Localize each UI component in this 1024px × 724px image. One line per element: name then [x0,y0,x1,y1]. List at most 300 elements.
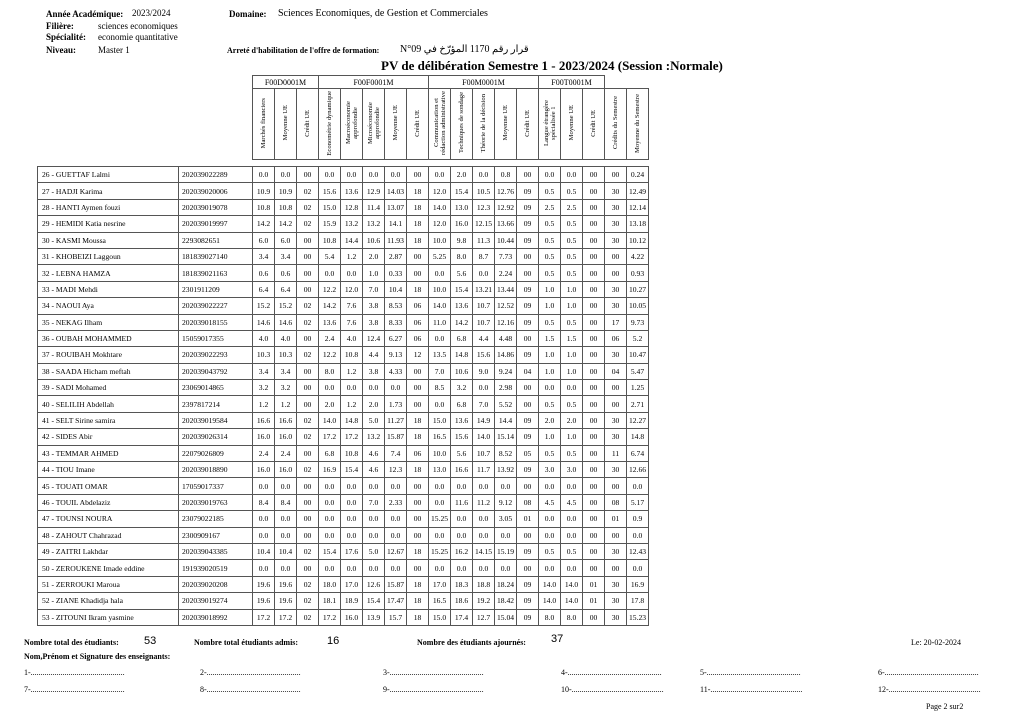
grade-cell: 0.0 [341,527,363,543]
grade-cell: 00 [297,232,319,248]
table-row [38,298,649,314]
grade-cell: 0.0 [539,527,561,543]
grade-cell: 08 [517,494,539,510]
grade-cell: 00 [407,511,429,527]
grade-cell: 0.5 [561,445,583,461]
grade-cell: 17.6 [341,543,363,559]
grade-cell: 00 [407,167,429,183]
grade-cell: 4.0 [253,330,275,346]
grade-cell: 15.19 [495,543,517,559]
grade-cell: 1.2 [341,248,363,264]
grade-cell: 14.0 [539,576,561,592]
grade-cell: 0.0 [275,560,297,576]
grade-cell: 00 [605,248,627,264]
grade-cell: 13.66 [495,216,517,232]
student-id: 23079022185 [179,511,253,527]
grade-cell: 02 [297,412,319,428]
table-row [38,281,649,297]
signature-line: 3-............................................... [383,668,484,677]
grade-cell: 13.21 [473,281,495,297]
grade-cell: 30 [605,216,627,232]
grade-cell: 4.5 [561,494,583,510]
grade-cell: 15.9 [319,216,341,232]
grade-cell: 00 [583,347,605,363]
grade-cell: 3.8 [363,314,385,330]
grade-cell: 00 [583,232,605,248]
grade-cell: 10.4 [275,543,297,559]
grade-cell: 2.24 [495,265,517,281]
student-name: 47 - TOUNSI NOURA [38,511,179,527]
signature-line: 2-............................................... [200,668,301,677]
grade-cell: 0.0 [363,380,385,396]
grade-cell: 12.0 [429,183,451,199]
grade-cell: 0.0 [385,560,407,576]
grade-cell: 30 [605,199,627,215]
grade-cell: 00 [583,167,605,183]
student-name: 40 - SELILIH Abdellah [38,396,179,412]
table-row [38,216,649,232]
grade-cell: 15.4 [341,462,363,478]
grade-cell: 0.0 [473,380,495,396]
grade-cell: 0.0 [561,560,583,576]
grade-cell: 30 [605,543,627,559]
grade-cell: 00 [297,248,319,264]
grade-cell: 2.33 [385,494,407,510]
grade-cell: 0.0 [627,560,649,576]
grade-cell: 0.5 [539,543,561,559]
student-id: 202039022227 [179,298,253,314]
grade-cell: 0.0 [561,511,583,527]
grade-cell: 00 [583,609,605,625]
grade-cell: 0.0 [363,560,385,576]
grade-cell: 10.9 [253,183,275,199]
failed-label: Nombre des étudiants ajournés: [417,638,526,647]
grade-cell: 09 [517,593,539,609]
grade-cell: 30 [605,281,627,297]
grade-cell: 11.6 [451,494,473,510]
grade-cell: 8.0 [451,248,473,264]
student-name: 52 - ZIANE Khadidja hala [38,593,179,609]
grade-cell: 30 [605,593,627,609]
grade-cell: 00 [583,511,605,527]
grade-cell: 19.6 [275,576,297,592]
signature-line: 1-............................................... [24,668,125,677]
student-id: 202039019274 [179,593,253,609]
grade-cell: 00 [583,265,605,281]
grade-cell: 1.0 [561,347,583,363]
grade-cell: 02 [297,347,319,363]
grade-cell: 00 [297,281,319,297]
arrete-value: N°09 قرار رقم 1170 المؤرّخ في [400,44,529,55]
grade-cell: 30 [605,412,627,428]
grade-cell: 0.0 [275,478,297,494]
grade-cell: 15.6 [451,429,473,445]
column-header: Crédit UE [517,89,539,160]
grade-cell: 00 [583,478,605,494]
grade-cell: 30 [605,429,627,445]
grade-cell: 0.0 [319,527,341,543]
grade-cell: 00 [407,494,429,510]
grade-cell: 02 [297,199,319,215]
grade-cell: 13.07 [385,199,407,215]
student-id: 202039043792 [179,363,253,379]
grade-cell: 10.7 [473,314,495,330]
grade-cell: 15.04 [495,609,517,625]
grade-cell: 00 [297,445,319,461]
grade-cell: 0.0 [363,511,385,527]
student-id: 2300909167 [179,527,253,543]
student-name: 37 - ROUIBAH Mokhtare [38,347,179,363]
grade-cell: 09 [517,314,539,330]
grade-cell: 13.2 [363,429,385,445]
grade-cell: 10.3 [275,347,297,363]
grade-cell: 12.6 [363,576,385,592]
grade-cell: 7.6 [341,314,363,330]
student-name: 50 - ZEROUKENE Imade eddine [38,560,179,576]
student-id: 181839021163 [179,265,253,281]
table-row [38,330,649,346]
grade-cell: 14.8 [627,429,649,445]
grade-cell: 18.6 [451,593,473,609]
grade-cell: 7.4 [385,445,407,461]
table-row [38,511,649,527]
grade-cell: 2.0 [561,412,583,428]
grade-cell: 0.0 [341,380,363,396]
grade-cell: 18 [407,609,429,625]
grade-cell: 0.0 [275,511,297,527]
grade-cell: 4.48 [495,330,517,346]
student-id: 22079026809 [179,445,253,461]
grade-cell: 18 [407,576,429,592]
column-header: Moyenne du Semestre [627,89,649,160]
grade-cell: 0.0 [561,527,583,543]
grade-cell: 00 [297,380,319,396]
grade-cell: 0.0 [363,478,385,494]
grade-cell: 0.0 [253,511,275,527]
student-id: 202039019763 [179,494,253,510]
grade-cell: 09 [517,183,539,199]
student-name: 51 - ZERROUKI Maroua [38,576,179,592]
grade-cell: 00 [407,560,429,576]
grade-cell: 0.0 [319,494,341,510]
student-id: 202039019997 [179,216,253,232]
grade-cell: 8.0 [561,609,583,625]
grade-cell: 15.2 [253,298,275,314]
grade-cell: 0.0 [385,167,407,183]
grade-cell: 11.0 [429,314,451,330]
student-name: 36 - OUBAH MOHAMMED [38,330,179,346]
student-id: 2301911209 [179,281,253,297]
grade-cell: 0.93 [627,265,649,281]
grade-cell: 18 [407,412,429,428]
grade-cell: 10.6 [363,232,385,248]
grade-cell: 2.0 [363,248,385,264]
grade-cell: 0.5 [561,183,583,199]
grade-cell: 15.23 [627,609,649,625]
grade-cell: 10.0 [429,281,451,297]
grade-cell: 15.4 [319,543,341,559]
grade-cell: 17.0 [429,576,451,592]
grade-cell: 0.0 [319,167,341,183]
specialite-label: Spécialité: [46,32,86,42]
grade-cell: 0.0 [539,560,561,576]
column-header-row [38,89,649,160]
table-row [38,478,649,494]
grade-cell: 00 [297,560,319,576]
grade-cell: 18.42 [495,593,517,609]
table-row [38,593,649,609]
grade-cell: 1.5 [561,330,583,346]
grade-cell: 00 [297,511,319,527]
grade-cell: 2.0 [539,412,561,428]
grade-cell: 0.0 [429,265,451,281]
grade-cell: 01 [517,511,539,527]
grade-cell: 0.0 [473,265,495,281]
grade-cell: 5.2 [627,330,649,346]
annee-value: 2023/2024 [132,8,171,18]
grade-cell: 1.2 [253,396,275,412]
grade-cell: 02 [297,314,319,330]
grade-cell: 00 [517,396,539,412]
grade-cell: 18.9 [341,593,363,609]
grade-cell: 17.2 [319,609,341,625]
grade-cell: 5.0 [363,543,385,559]
grade-cell: 06 [407,314,429,330]
grade-cell: 00 [605,560,627,576]
grade-cell: 3.0 [561,462,583,478]
grade-cell: 6.0 [275,232,297,248]
grade-cell: 0.0 [275,527,297,543]
student-id: 202039019584 [179,412,253,428]
grade-cell: 09 [517,216,539,232]
table-row [38,462,649,478]
grade-cell: 0.0 [429,478,451,494]
grade-cell: 06 [407,298,429,314]
grade-cell: 0.0 [473,560,495,576]
table-row [38,429,649,445]
grade-cell: 13.6 [319,314,341,330]
grade-cell: 6.8 [319,445,341,461]
student-id: 202039022293 [179,347,253,363]
grade-cell: 7.0 [429,363,451,379]
grade-cell: 12.92 [495,199,517,215]
grade-cell: 00 [583,462,605,478]
grade-cell: 14.2 [319,298,341,314]
grade-cell: 3.8 [363,298,385,314]
grade-cell: 02 [297,216,319,232]
grade-cell: 0.0 [385,380,407,396]
grade-cell: 15.87 [385,576,407,592]
column-header: Macroéconomie approfondie [341,89,363,160]
grade-cell: 14.03 [385,183,407,199]
column-header: Moyenne UE [385,89,407,160]
grade-cell: 0.0 [429,396,451,412]
grade-cell: 4.6 [363,462,385,478]
grade-cell: 12.27 [627,412,649,428]
grade-cell: 00 [583,429,605,445]
grade-cell: 14.2 [451,314,473,330]
table-row [38,380,649,396]
grade-cell: 14.2 [253,216,275,232]
grade-cell: 13.0 [451,199,473,215]
grade-cell: 09 [517,462,539,478]
grade-cell: 12.52 [495,298,517,314]
grade-cell: 00 [605,478,627,494]
grade-cell: 0.0 [319,380,341,396]
student-name: 44 - TIOU Imane [38,462,179,478]
arrete-label: Arreté d'habilitation de l'offre de formation: [227,46,380,55]
page-number: Page 2 sur2 [926,702,964,711]
grade-cell: 10.7 [473,298,495,314]
signature-line: 7-............................................... [24,685,125,694]
grade-cell: 5.52 [495,396,517,412]
grade-cell: 0.5 [561,216,583,232]
grade-cell: 17.47 [385,593,407,609]
grade-cell: 2.0 [363,396,385,412]
student-id: 202039020006 [179,183,253,199]
grade-cell: 04 [605,363,627,379]
grade-cell: 00 [583,543,605,559]
grade-cell: 2.0 [319,396,341,412]
grade-cell: 8.53 [385,298,407,314]
grade-cell: 11.3 [473,232,495,248]
grade-cell: 0.33 [385,265,407,281]
grade-cell: 12.9 [363,183,385,199]
student-id: 23069014865 [179,380,253,396]
column-header: Langue étrangère spécialisée 1 [539,89,561,160]
grade-cell: 02 [297,462,319,478]
grade-cell: 9.12 [495,494,517,510]
signature-line: 9-............................................... [383,685,484,694]
failed-value: 37 [551,633,564,645]
signature-line: 6-............................................... [878,668,979,677]
grade-cell: 00 [605,265,627,281]
grade-cell: 1.0 [561,363,583,379]
grade-cell: 3.4 [275,363,297,379]
grade-cell: 12.66 [627,462,649,478]
student-name: 48 - ZAHOUT Chahrazad [38,527,179,543]
grade-cell: 5.4 [319,248,341,264]
grade-cell: 0.0 [539,380,561,396]
grade-cell: 00 [583,298,605,314]
student-id: 202039018992 [179,609,253,625]
grade-cell: 3.4 [275,248,297,264]
student-id: 202039022289 [179,167,253,183]
grade-cell: 11.93 [385,232,407,248]
grade-cell: 9.73 [627,314,649,330]
table-row [38,347,649,363]
grade-cell: 1.5 [539,330,561,346]
grade-cell: 14.0 [539,593,561,609]
grade-cell: 3.8 [363,363,385,379]
grade-cell: 12.14 [627,199,649,215]
grade-cell: 13.6 [451,298,473,314]
grade-cell: 04 [517,363,539,379]
grade-cell: 3.4 [253,363,275,379]
grade-cell: 15.2 [275,298,297,314]
student-name: 27 - HADJI Karima [38,183,179,199]
grade-cell: 0.0 [495,560,517,576]
table-row [38,412,649,428]
grade-cell: 30 [605,347,627,363]
grade-cell: 00 [297,265,319,281]
student-name: 28 - HANTI Aymen fouzi [38,199,179,215]
grade-cell: 0.0 [429,167,451,183]
table-row [38,363,649,379]
grade-cell: 8.33 [385,314,407,330]
column-header: Moyenne UE [275,89,297,160]
grade-cell: 0.0 [451,511,473,527]
table-row [38,314,649,330]
grade-cell: 00 [605,167,627,183]
grade-cell: 4.4 [363,347,385,363]
grade-cell: 00 [605,527,627,543]
grade-cell: 00 [583,494,605,510]
student-id: 181839027140 [179,248,253,264]
grade-cell: 00 [517,265,539,281]
grade-cell: 00 [517,167,539,183]
grade-cell: 0.5 [561,265,583,281]
grade-cell: 15.4 [363,593,385,609]
grade-cell: 0.0 [253,560,275,576]
grade-cell: 7.0 [363,281,385,297]
grade-cell: 16.0 [451,216,473,232]
grade-cell: 16.0 [275,462,297,478]
grade-cell: 01 [583,593,605,609]
grade-cell: 19.2 [473,593,495,609]
grade-cell: 00 [583,380,605,396]
grade-cell: 00 [583,281,605,297]
column-header: Crédit UE [407,89,429,160]
grade-cell: 1.0 [539,298,561,314]
grade-cell: 00 [583,412,605,428]
grade-cell: 02 [297,429,319,445]
grade-cell: 30 [605,462,627,478]
student-id: 2293082651 [179,232,253,248]
grade-cell: 14.86 [495,347,517,363]
student-name: 32 - LEBNA HAMZA [38,265,179,281]
grade-cell: 4.0 [275,330,297,346]
grade-cell: 0.0 [539,478,561,494]
grade-cell: 0.0 [253,167,275,183]
grade-cell: 0.0 [539,511,561,527]
grade-cell: 19.6 [253,576,275,592]
grade-cell: 13.6 [341,183,363,199]
student-id: 17059017337 [179,478,253,494]
grade-cell: 0.5 [539,265,561,281]
grade-cell: 12.67 [385,543,407,559]
column-header: Moyenne UE [495,89,517,160]
grade-cell: 14.0 [561,576,583,592]
niveau-label: Niveau: [46,45,76,55]
grade-cell: 1.25 [627,380,649,396]
signature-line: 11-.............................................. [700,685,803,694]
table-row [38,248,649,264]
grade-cell: 00 [517,560,539,576]
student-id: 202039043385 [179,543,253,559]
grade-cell: 0.0 [385,478,407,494]
grade-cell: 00 [517,527,539,543]
grade-cell: 9.8 [451,232,473,248]
grade-cell: 0.5 [539,396,561,412]
student-name: 38 - SAADA Hicham meftah [38,363,179,379]
grade-cell: 0.0 [341,511,363,527]
student-id: 202039018155 [179,314,253,330]
grade-cell: 8.7 [473,248,495,264]
grade-cell: 0.0 [561,380,583,396]
grade-cell: 18.24 [495,576,517,592]
grade-cell: 18 [407,232,429,248]
